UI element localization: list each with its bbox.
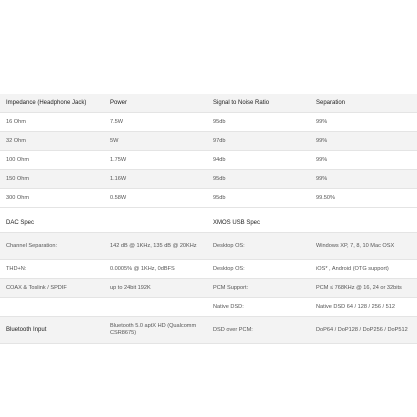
- separation-cell: 99%: [316, 175, 328, 182]
- snr-cell: 95db: [213, 194, 226, 201]
- dac-label: Channel Separation:: [6, 242, 58, 249]
- usb-label: Native DSD:: [213, 303, 244, 310]
- separation-cell: 99%: [316, 137, 328, 144]
- dac-label: COAX & Toslink / SPDIF: [6, 284, 67, 291]
- usb-value: iOS* , Android (OTG support): [316, 265, 389, 272]
- table-row: [0, 132, 417, 151]
- dsd-over-pcm-value: DoP64 / DoP128 / DoP256 / DoP512: [316, 326, 408, 333]
- spec-tables: [0, 94, 417, 344]
- table-row: [0, 279, 417, 298]
- usb-label: Desktop OS:: [213, 265, 245, 272]
- xmos-usb-spec-title: XMOS USB Spec: [213, 219, 261, 226]
- usb-label: Desktop OS:: [213, 242, 245, 249]
- header-separation: Separation: [316, 99, 346, 106]
- header-impedance: Impedance (Headphone Jack): [6, 99, 87, 106]
- dac-label: THD+N:: [6, 265, 27, 272]
- table-row: [0, 170, 417, 189]
- power-cell: 1.16W: [110, 175, 127, 182]
- snr-cell: 95db: [213, 118, 226, 125]
- table-row: [0, 260, 417, 279]
- bluetooth-value: Bluetooth 5.0 aptX HD (Qualcomm CSR8675): [110, 323, 197, 336]
- power-cell: 0.58W: [110, 194, 127, 201]
- impedance-cell: 300 Ohm: [6, 194, 30, 201]
- dac-value: 142 dB @ 1KHz, 135 dB @ 20KHz: [110, 242, 197, 249]
- table-row: [0, 189, 417, 208]
- impedance-cell: 100 Ohm: [6, 156, 30, 163]
- dac-value: up to 24bit 192K: [110, 284, 151, 291]
- separation-cell: 99%: [316, 118, 328, 125]
- table-row: [0, 233, 417, 260]
- usb-value: Native DSD 64 / 128 / 256 / 512: [316, 303, 395, 310]
- dac-value: 0.0005% @ 1KHz, 0dBFS: [110, 265, 175, 272]
- dac-spec-title: DAC Spec: [6, 219, 35, 226]
- impedance-cell: 150 Ohm: [6, 175, 30, 182]
- impedance-cell: 16 Ohm: [6, 118, 26, 125]
- snr-cell: 95db: [213, 175, 226, 182]
- usb-value: PCM ≤ 768KHz @ 16, 24 or 32bits: [316, 284, 402, 291]
- bluetooth-input-title: Bluetooth Input: [6, 326, 47, 333]
- table-row: [0, 298, 417, 317]
- impedance-cell: 32 Ohm: [6, 137, 26, 144]
- table-row: [0, 113, 417, 132]
- section-header-row: [0, 214, 417, 233]
- usb-value: Windows XP, 7, 8, 10 Mac OSX: [316, 242, 395, 249]
- dac-label: [6, 298, 106, 316]
- bluetooth-row: [0, 317, 417, 344]
- power-cell: 1.75W: [110, 156, 127, 163]
- snr-cell: 94db: [213, 156, 226, 163]
- dsd-over-pcm-label: DSD over PCM:: [213, 326, 253, 333]
- separation-cell: 99.50%: [316, 194, 335, 201]
- impedance-header-row: [0, 94, 417, 113]
- separation-cell: 99%: [316, 156, 328, 163]
- power-cell: 7.5W: [110, 118, 124, 125]
- snr-cell: 97db: [213, 137, 226, 144]
- power-cell: 5W: [110, 137, 119, 144]
- header-power: Power: [110, 99, 128, 106]
- table-row: [0, 151, 417, 170]
- header-snr: Signal to Noise Ratio: [213, 99, 270, 106]
- usb-label: PCM Support:: [213, 284, 249, 291]
- dac-value: [110, 298, 210, 316]
